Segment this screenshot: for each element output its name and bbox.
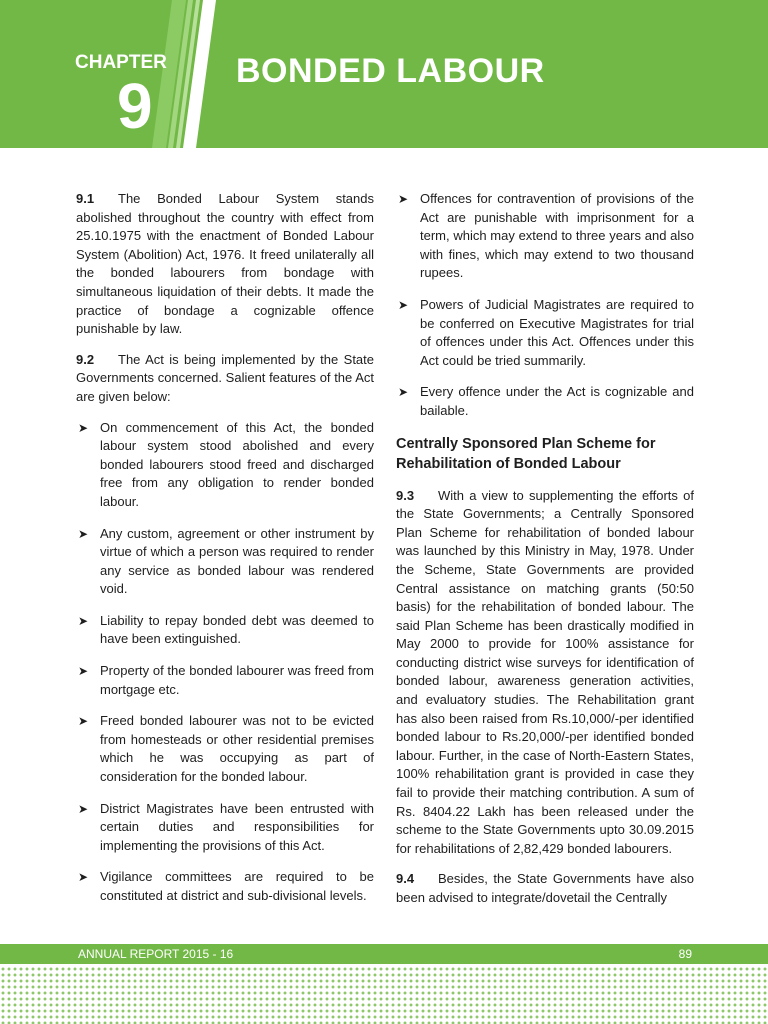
left-column (76, 190, 374, 919)
paragraph-number: 9.3 (396, 487, 415, 503)
chapter-header (0, 0, 768, 148)
paragraph-text: The Bonded Labour System stands abolished throughout the country with effect from 25.10.1975 with the enactment of Bonded Labour System (Abolition) Act, 1976. It freed unilaterally all the bonded labourers from bondage with simultaneous liquidation of their debts. It made the practice of bondage a cognizable offence punishable by law. (76, 191, 374, 337)
arrow-right-icon: ➤ (78, 870, 89, 885)
arrow-right-icon: ➤ (398, 385, 409, 400)
features-list-continued (396, 190, 694, 421)
list-item: ➤ Vigilance committees are required to be constituted at district and sub-divisional levels. (78, 869, 374, 903)
paragraph-number: 9.4 (396, 871, 415, 887)
list-item: ➤ District Magistrates have been entrusted with certain duties and responsibilities for implementing the provisions of this Act. (78, 800, 374, 853)
paragraph-number: 9.2 (76, 351, 95, 367)
arrow-right-icon: ➤ (78, 420, 89, 435)
paragraph-text: Besides, the State Governments have also been advised to integrate/dovetail the Centrally (396, 871, 694, 905)
arrow-right-icon: ➤ (78, 526, 89, 541)
arrow-right-icon: ➤ (78, 664, 89, 679)
paragraph-text: With a view to supplementing the efforts of the State Governments; a Centrally Sponsored Plan Scheme for rehabilitation of bonded labour was launched by this Ministry in May, 1978. Under the Scheme, State Governments are provided Central assistance on matching grants (50:50 basis) for the rehabilitation of bonded labour. The said Plan Scheme has been drastically modified in May 2000 to provide for 100% assistance for conducting district wise surveys for identification of bonded labour, awareness generation activities, and evaluatory studies. The Rehabilitation grant has also been raised from Rs.10,000/-per identified bonded labour to Rs.20,000/-per identified bonded labour. Further, in the case of North-Eastern States, 100% rehabilitation grant is provided in case they fail to provide their matching contribution. A sum of Rs. 8404.22 Lakh has been released under the scheme to the State Governments upto 30.09.2015 for rehabilitations of 2,82,429 bonded labourers. (396, 487, 694, 856)
dot-pattern (0, 966, 768, 1024)
paragraph-9-1 (76, 190, 374, 339)
footer-bar (0, 944, 768, 964)
arrow-right-icon: ➤ (78, 714, 89, 729)
list-item: ➤ Offences for contravention of provisions of the Act are punishable with imprisonment for a term, which may extend to three years and also with fines, which may extend to two thousand rupees. (398, 191, 694, 281)
section-subheading: Centrally Sponsored Plan Scheme for Rehabilitation of Bonded Labour (396, 435, 656, 472)
list-item: ➤ Every offence under the Act is cognizable and bailable. (398, 384, 694, 418)
list-item: ➤ Freed bonded labourer was not to be evicted from homesteads or other residential premises which he was occupying as part of consideration for the bonded labour. (78, 713, 374, 785)
paragraph-text: The Act is being implemented by the State Governments concerned. Salient features of the Act are given below: (76, 351, 374, 404)
arrow-right-icon: ➤ (398, 297, 409, 312)
report-label: ANNUAL REPORT 2015 - 16 (78, 947, 234, 961)
right-column (396, 190, 694, 920)
paragraph-number: 9.1 (76, 191, 95, 206)
arrow-right-icon: ➤ (78, 801, 89, 816)
chapter-number: 9 (117, 70, 153, 142)
list-item: ➤ Property of the bonded labourer was freed from mortgage etc. (78, 663, 374, 697)
paragraph-9-4 (396, 870, 694, 907)
list-item: ➤ Powers of Judicial Magistrates are required to be conferred on Executive Magistrates for trial of offences under this Act. Offences under this Act could be tried summarily. (398, 296, 694, 368)
arrow-right-icon: ➤ (398, 192, 409, 206)
paragraph-9-3 (396, 487, 694, 859)
chapter-title: BONDED LABOUR (236, 52, 545, 90)
paragraph-9-2 (76, 351, 374, 407)
page-footer (0, 944, 768, 1024)
list-item: ➤ On commencement of this Act, the bonded labour system stood abolished and every bonded labourers stood freed and discharged free from any obligation to render bonded labour. (78, 419, 374, 509)
arrow-right-icon: ➤ (78, 613, 89, 628)
page-number: 89 (678, 947, 692, 961)
list-item: ➤ Any custom, agreement or other instrument by virtue of which a person was required to render any service as bonded labour was rendered void. (78, 525, 374, 597)
list-item: ➤ Liability to repay bonded debt was deemed to have been extinguished. (78, 612, 374, 647)
features-list (76, 419, 374, 906)
chapter-label: CHAPTER (75, 52, 167, 73)
